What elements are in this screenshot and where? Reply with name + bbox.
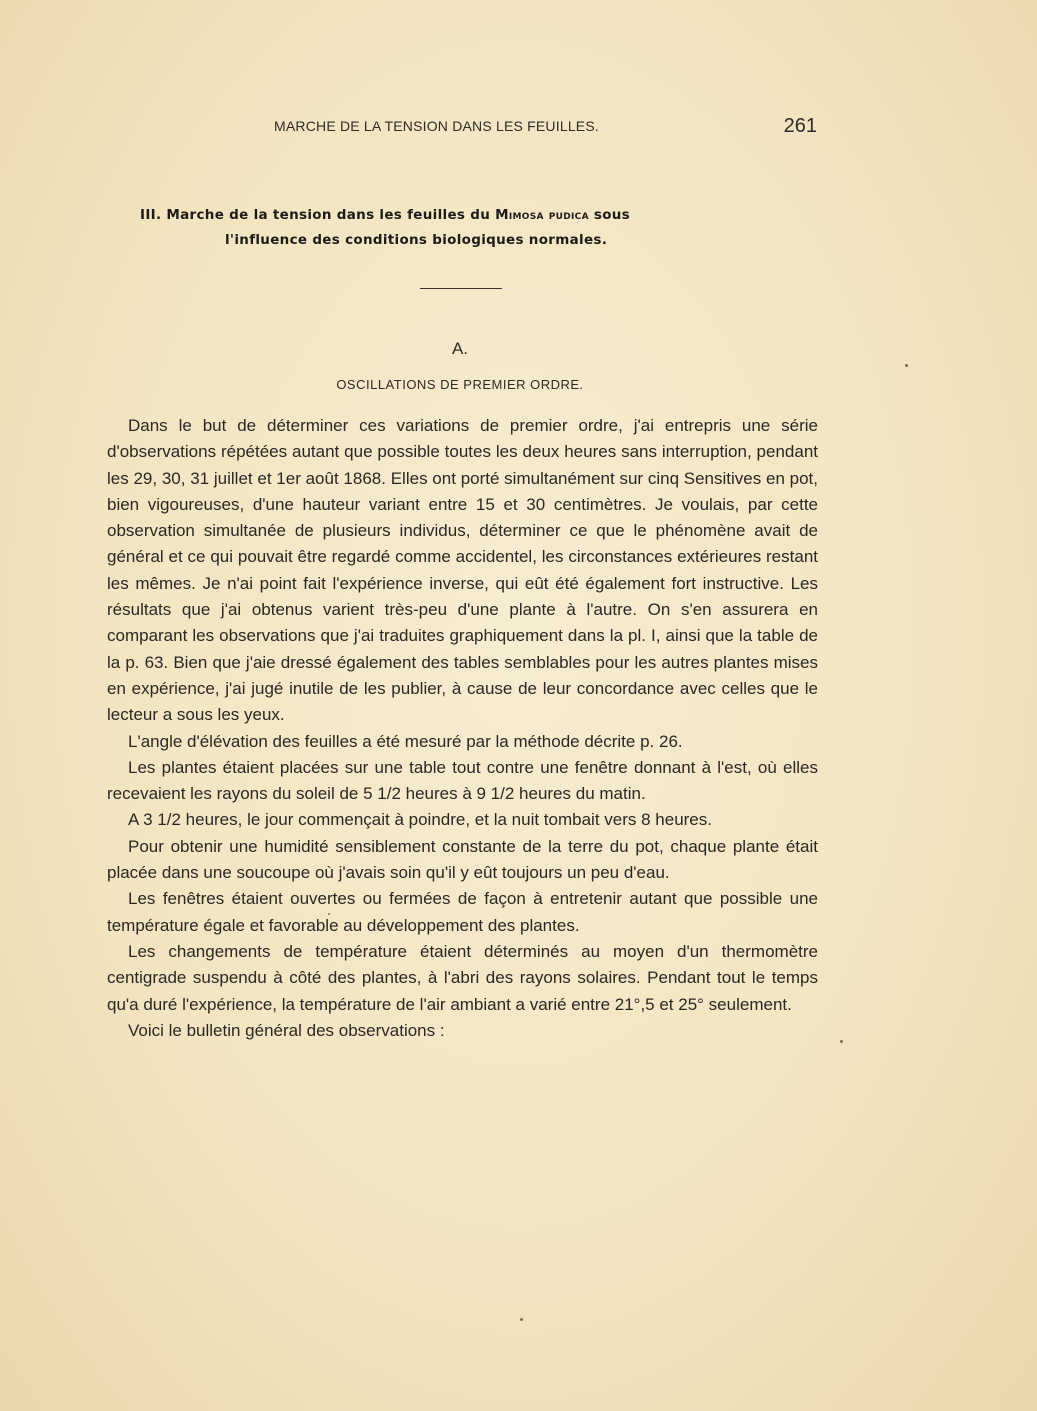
paper-speck [905,364,908,367]
paper-speck [840,1040,843,1043]
paragraph: Les changements de température étaient déterminés au moyen d'un thermomètre centigrade suspendu à côté des plantes, à l'abri des rayons solaires. Pendant tout le temps qu'a duré l'expérience, la température de l'air ambiant a varié entre 21°,5 et 25° seulement. [107,941,818,1014]
paragraph: Les fenêtres étaient ouvertes ou fermées de façon à entretenir autant que possible une température égale et favorable au développement des plantes. [107,889,818,935]
paragraph: Voici le bulletin général des observations : [128,1020,445,1040]
running-title: MARCHE DE LA TENSION DANS LES FEUILLES. [274,118,599,134]
paragraph: L'angle d'élévation des feuilles a été mesuré par la méthode décrite p. 26. [128,731,683,751]
paper-speck [328,913,330,915]
paragraph: Dans le but de déterminer ces variations de premier ordre, j'ai entrepris une série d'observations répétées autant que possible toutes les deux heures sans interruption, pendant les 29, 30, 31 juillet et 1er août 1868. Elles ont porté simultanément sur cinq Sensitives en pot, bien vigoureuses, d'une hauteur variant entre 15 et 30 centimètres. Je voulais, par cette observation simultanée de plusieurs individus, déterminer ce que le phénomène avait de général et ce qui pouvait être regardé comme accidentel, les circonstances extérieures restant les mêmes. Je n'ai point fait l'expérience inverse, qui eût été également fort instructive. Les résultats que j'ai obtenus varient très-peu d'une plante à l'autre. On s'en assurera en comparant les observations que j'ai traduites graphiquement dans la pl. I, ainsi que la table de la p. 63. Bien que j'aie dressé également des tables semblables pour les autres plantes mises en expérience, j'ai jugé inutile de les publier, à cause de leur concordance avec celles que le lecteur a sous les yeux. [107,416,818,725]
section-heading-part-c: sous [588,207,631,223]
paragraph: A 3 1/2 heures, le jour commençait à poindre, et la nuit tombait vers 8 heures. [128,810,712,830]
section-heading-part-a: III. Marche de la tension dans les feuilles du [140,207,496,223]
paragraph: Pour obtenir une humidité sensiblement constante de la terre du pot, chaque plante était placée dans une soucoupe où j'avais soin qu'il y eût toujours un peu d'eau. [107,836,818,883]
section-heading [140,203,800,253]
paper-speck [520,1318,523,1321]
body-text [107,413,818,1044]
paragraph: Les plantes étaient placées sur une table tout contre une fenêtre donnant à l'est, où elles recevaient les rayons du soleil de 5 1/2 heures à 9 1/2 heures du matin. [107,757,818,804]
page-number: 261 [783,115,817,137]
section-divider [420,288,502,289]
section-heading-species: Mimosa pudica [495,207,589,223]
section-heading-line2: l'influence des conditions biologiques normales. [225,232,608,248]
subsection-title: OSCILLATIONS DE PREMIER ORDRE. [336,377,584,392]
subsection-letter: A. [451,339,469,358]
running-head [107,115,819,139]
